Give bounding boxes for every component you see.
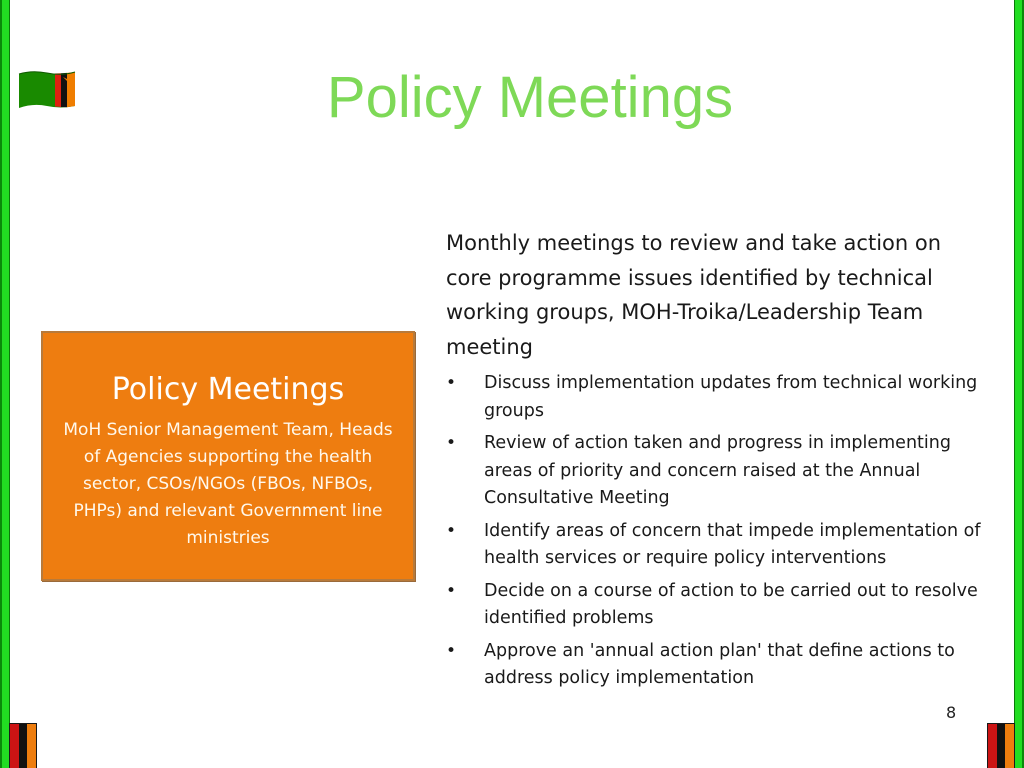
- bullet-icon: •: [446, 433, 457, 453]
- box-title: Policy Meetings: [111, 372, 345, 407]
- right-corner-stripes: [987, 723, 1015, 768]
- bullet-icon: •: [446, 520, 457, 541]
- left-corner-stripes: [9, 723, 37, 768]
- left-border: [0, 0, 10, 768]
- slide-title: Policy Meetings: [326, 65, 734, 130]
- bullet-list: [446, 370, 986, 693]
- box-participants: MoH Senior Management Team, Heads of Agencies supporting the health sector, CSOs/NGOs (FBOs, NFBOs, PHPs) and relevant Government line ministries: [63, 420, 393, 548]
- right-border: [1014, 0, 1024, 768]
- policy-meetings-box: [41, 331, 415, 581]
- content-column: [446, 226, 986, 698]
- bullet-icon: •: [446, 373, 457, 393]
- list-item: • Identify areas of concern that impede implementation of health services or require policy interventions: [446, 518, 986, 573]
- list-item: • Review of action taken and progress in implementing areas of priority and concern raised at the Annual Consultative Meeting: [446, 430, 986, 513]
- bullet-icon: •: [446, 580, 457, 601]
- list-item: • Decide on a course of action to be carried out to resolve identified problems: [446, 578, 986, 633]
- list-item: • Discuss implementation updates from technical working groups: [446, 370, 986, 425]
- bullet-icon: •: [446, 640, 457, 661]
- zambia-flag-icon: [17, 68, 77, 110]
- list-item: • Approve an 'annual action plan' that define actions to address policy implementation: [446, 638, 986, 693]
- page-number: 8: [946, 703, 957, 722]
- intro-paragraph: Monthly meetings to review and take action on core programme issues identified by technical working groups, MOH-Troika/Leadership Team meeting: [446, 231, 942, 359]
